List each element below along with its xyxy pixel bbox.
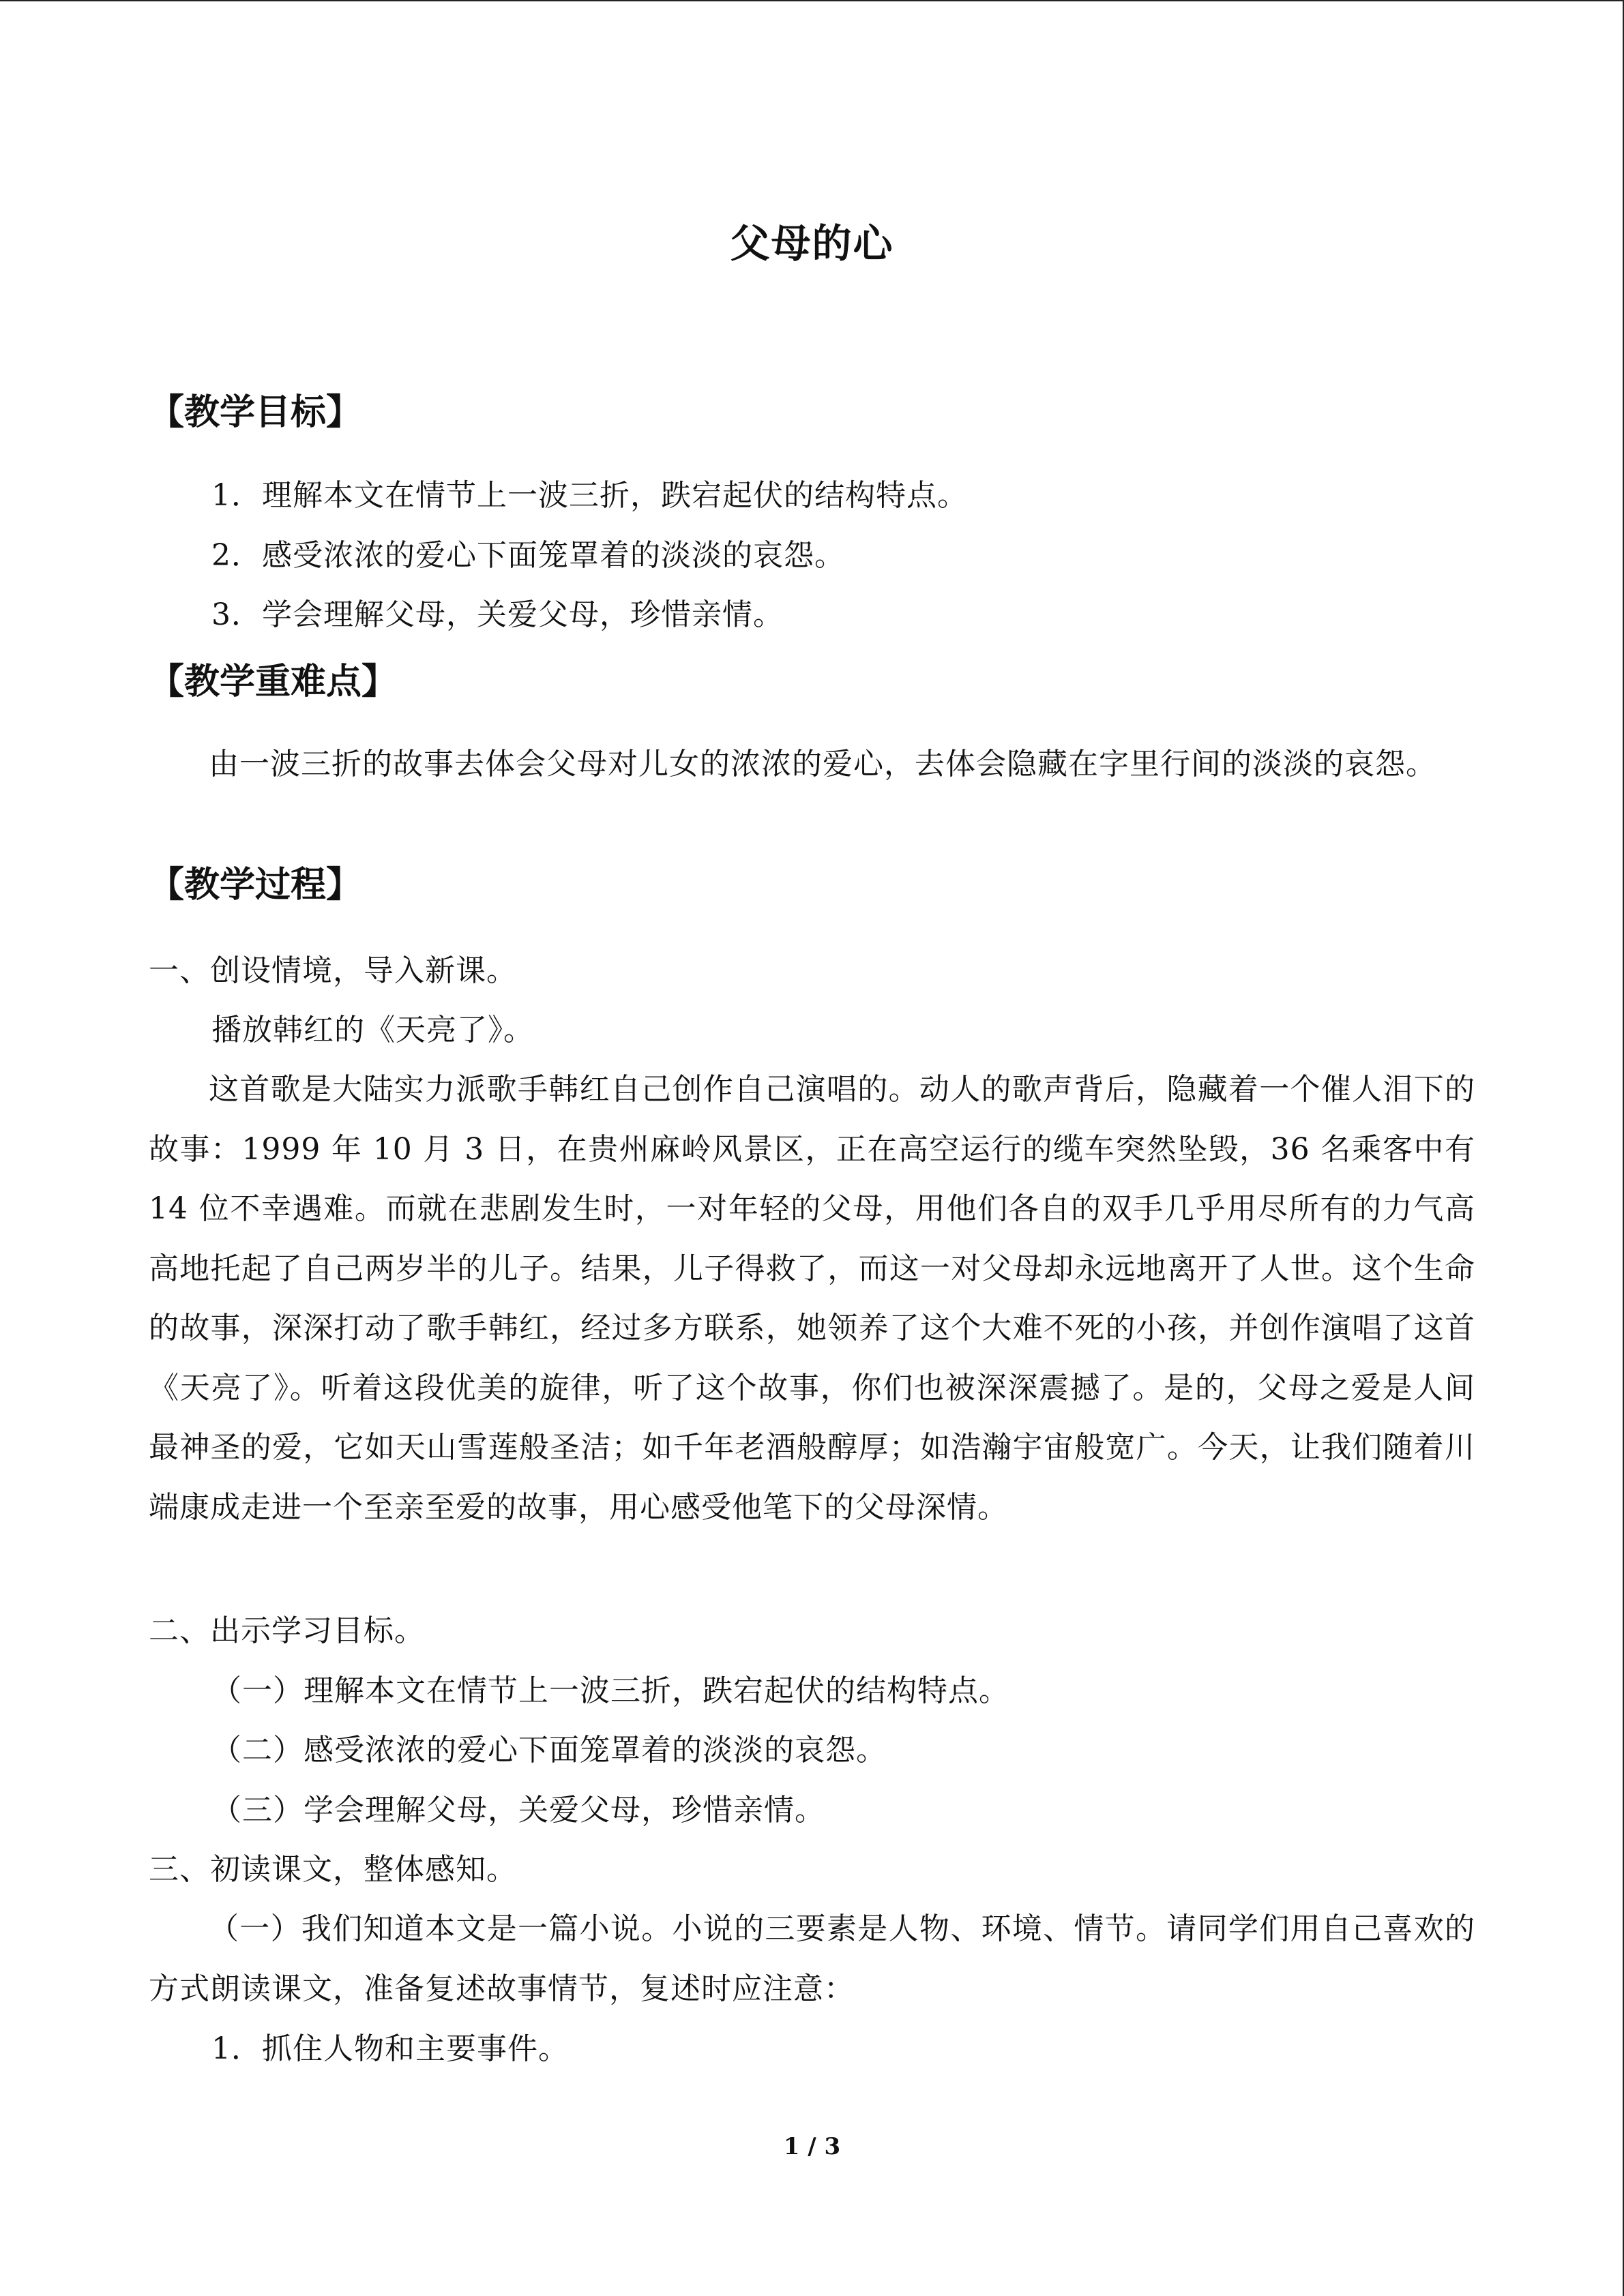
objective-item-3: 3．学会理解父母，关爱父母，珍惜亲情。 [211,597,784,632]
process-step-2: 二、出示学习目标。 [149,1613,425,1648]
objective-item-2: 2．感受浓浓的爱心下面笼罩着的淡淡的哀怨。 [211,538,845,573]
process-step-1-paragraph: 这首歌是大陆实力派歌手韩红自己创作自己演唱的。动人的歌声背后，隐藏着一个催人泪下的故事：1999 年 10 月 3 日，在贵州麻岭风景区，正在高空运行的缆车突然坠毁，36 名乘客中有 14 位不幸遇难。而就在悲剧发生时，一对年轻的父母，用他们各自的双手几乎用尽所有的力气高高地托起了自己两岁半的儿子。结果，儿子得救了，而这一对父母却永远地离开了人世。这个生命的故事，深深打动了歌手韩红，经过多方联系，她领养了这个大难不死的小孩，并创作演唱了这首《天亮了》。听着这段优美的旋律，听了这个故事，你们也被深深震撼了。是的，父母之爱是人间最神圣的爱，它如天山雪莲般圣洁；如千年老酒般醇厚；如浩瀚宇宙般宽广。今天，让我们随着川端康成走进一个至亲至爱的故事，用心感受他笔下的父母深情。 [149,1072,1475,1525]
step-2-item-2: （二）感受浓浓的爱心下面笼罩着的淡淡的哀怨。 [211,1733,887,1768]
page-title: 父母的心 [730,220,894,267]
objective-item-1: 1．理解本文在情节上一波三折，跌宕起伏的结构特点。 [211,478,968,513]
key-points-heading: 【教学重难点】 [149,661,398,702]
step-2-item-1: （一）理解本文在情节上一波三折，跌宕起伏的结构特点。 [211,1673,1009,1708]
process-step-1-play: 播放韩红的《天亮了》。 [211,1013,534,1047]
objectives-heading: 【教学目标】 [149,392,362,433]
key-points-text: 由一波三折的故事去体会父母对儿女的浓浓的爱心，去体会隐藏在字里行间的淡淡的哀怨。 [209,747,1436,781]
process-heading: 【教学过程】 [149,865,362,906]
process-step-3-paragraph: （一）我们知道本文是一篇小说。小说的三要素是人物、环境、情节。请同学们用自己喜欢的方式朗读课文，准备复述故事情节，复述时应注意： [149,1911,1475,2006]
step-3-item-1: 1．抓住人物和主要事件。 [211,2031,569,2066]
page-number: 1 / 3 [783,2133,841,2160]
process-step-1: 一、创设情境，导入新课。 [149,953,517,988]
process-step-3: 三、初读课文，整体感知。 [149,1852,517,1887]
step-2-item-3: （三）学会理解父母，关爱父母，珍惜亲情。 [211,1793,825,1828]
